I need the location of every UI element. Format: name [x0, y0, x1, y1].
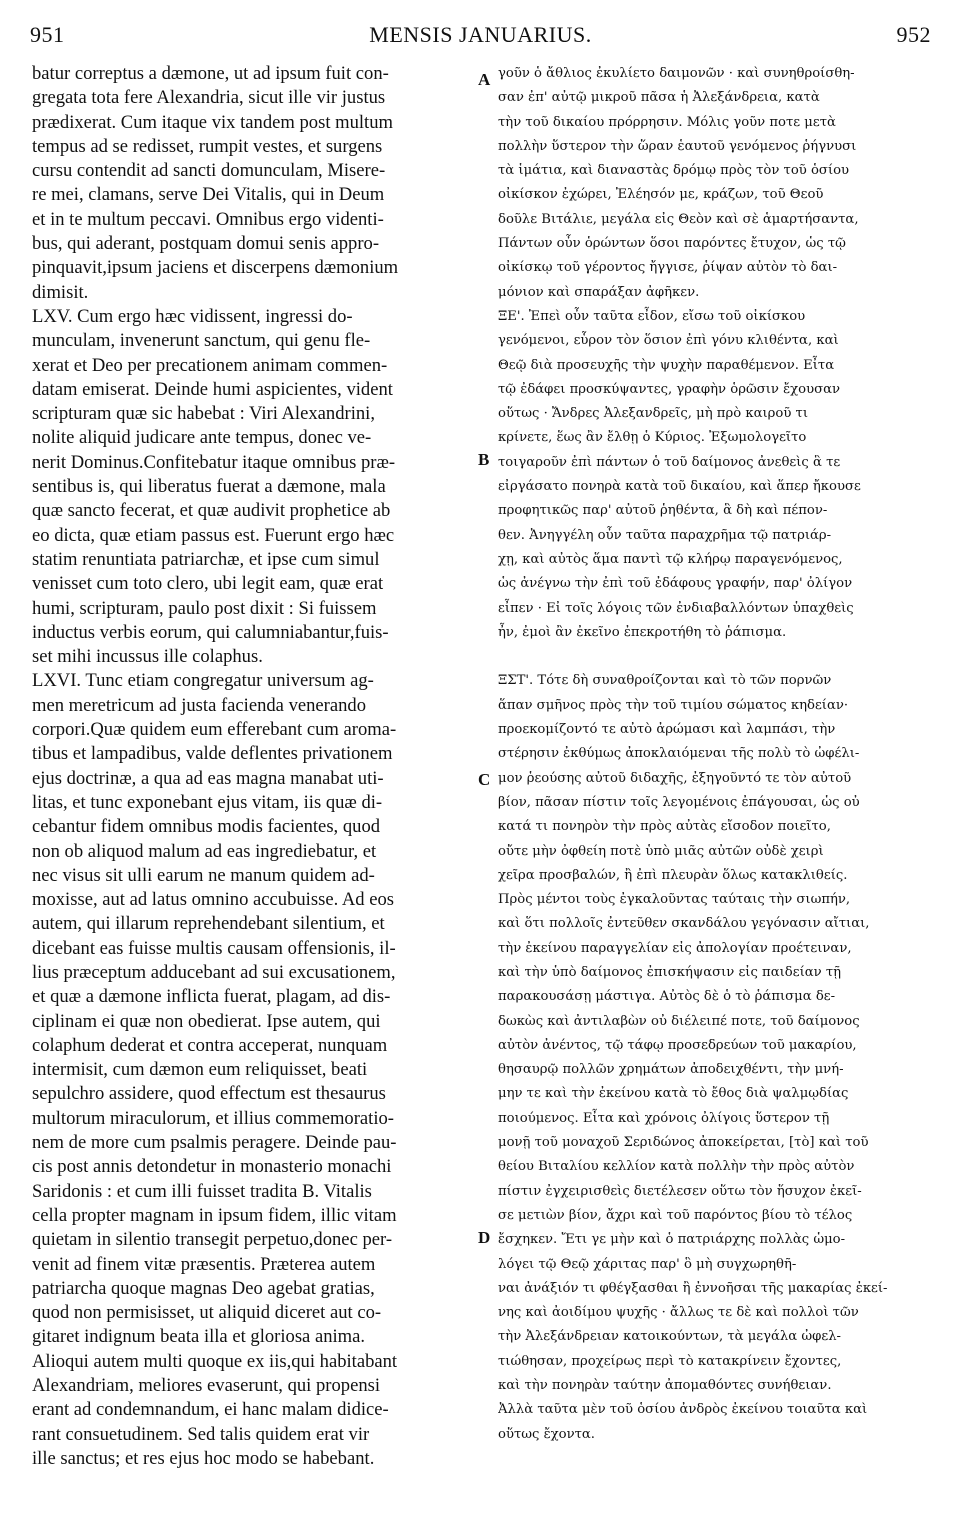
section-marker-d: D	[478, 1228, 491, 1247]
page-number-left: 951	[30, 22, 65, 47]
greek-text-line: πίστιν ἐγχειρισθεὶς διετέλεσεν οὕτω τὸν ἥσυχον ἐκεῖ-	[498, 1183, 862, 1199]
latin-text-line: LXVI. Tunc etiam congregatur universum ag-	[32, 670, 374, 692]
greek-text-line: τὰ ἱμάτια, καὶ διαναστὰς δρόμῳ πρὸς τὸν τοῦ ὁσίου	[498, 163, 850, 179]
greek-text-line: τιώθησαν, πρoχείρως περὶ τὸ κατακρίνειν ἔχοντες,	[498, 1353, 842, 1369]
greek-text-line: Πρὸς μέντοι τοὺς ἐγκαλοῦντας ταύταις τὴν σιωπήν,	[498, 892, 851, 908]
latin-text-line: non ob aliquod malum ad eas ingrediebatur, et	[32, 840, 377, 862]
latin-text-line: xerat et Deo per precationem animam commen-	[32, 354, 388, 376]
latin-text-line: gitaret indignum beata illa et gloriosa anima.	[32, 1326, 366, 1348]
greek-text-line: νης καὶ ἀοιδίμου ψυχῆς · ἄλλως τε δὲ καὶ πολλοὶ τῶν	[498, 1305, 859, 1321]
greek-text-line: θείου Βιταλίου κελλίον κατὰ πολλὴν τὴν πρὸς αὐτὸν	[498, 1159, 855, 1175]
latin-text-line: moxisse, aut ad latus omnino accubuisse. Ad eos	[32, 889, 395, 911]
latin-text-line: venit ad finem vitæ præsentis. Præterea autem	[32, 1253, 376, 1275]
greek-text-line: σε μετιὼν βίον, ἄχρι καὶ τοῦ παρόντος βίου τὸ τέλος	[498, 1207, 853, 1223]
latin-text-line: quietam in silentio transegit perpetuo,donec per-	[32, 1229, 393, 1251]
greek-column	[498, 62, 938, 1447]
greek-text-line: δωκὼς καὶ ἀντιλαβὼν οὐ διέλειπέ ποτε, τοῦ δαίμονος	[498, 1013, 860, 1029]
latin-text-line: inductus verbis eorum, qui calumniabantur,fuis-	[32, 621, 389, 643]
latin-text-line: munculam, invenerunt sanctum, qui genu fle-	[32, 330, 371, 352]
greek-text-line: χεῖρα προσβαλών, ἢ ἐπὶ πλευρὰν ὅλως κατακλιθείς.	[498, 867, 848, 883]
greek-text-line: μόνιον καὶ σπαράξαν ἀφῆκεν.	[498, 284, 700, 300]
latin-column	[32, 62, 482, 1471]
latin-text-line: tempus ad se redisset, rumpit vestes, et surgens	[32, 135, 383, 157]
greek-text-line: τὴν Ἀλεξάνδρειαν κατοικούντων, τὰ μεγάλα ὠφελ-	[498, 1329, 842, 1345]
greek-text-line: οὔτε μὴν ὀφθείη ποτὲ ὑπὸ μιᾶς αὐτῶν οὐδὲ χειρὶ	[498, 843, 824, 859]
latin-text-line: gregata tota fere Alexandria, sicut ille vir justus	[32, 87, 386, 109]
greek-text-line: θεν. Ἀνηγγέλη οὖν ταῦτα παραχρῆμα τῷ πατριάρ-	[498, 527, 832, 543]
greek-text-line: οἰκίσκῳ τοῦ γέροντος ἤγγισε, ῥίψαν αὐτὸν τὸ δαι-	[498, 260, 838, 276]
latin-text-line: ille sanctus; et res ejus hoc modo se habebant.	[32, 1447, 375, 1469]
latin-text-line: batur correptus a dæmone, ut ad ipsum fuit con-	[32, 63, 389, 84]
latin-text-line: tibus et lampadibus, valde deflentes privationem	[32, 743, 393, 765]
latin-text-line: ciplinam ei quæ non obedierat. Ipse autem, qui	[32, 1010, 381, 1032]
latin-text-line: quod non permisisset, ut aliquid diceret aut co-	[32, 1302, 382, 1324]
greek-text-line: Πάντων οὖν ὁρώντων ὅσοι παρόντες ἔτυχον, ὡς τῷ	[498, 236, 846, 252]
latin-text-line: re mei, clamans, serve Dei Vitalis, qui in Deum	[32, 184, 385, 206]
latin-text-line: quæ sancto fecerat, et quæ audivit prophetice ab	[32, 500, 391, 522]
section-marker-b: B	[478, 450, 490, 469]
latin-text-line: ejus doctrinæ, a qua ad eas magna manabat uti-	[32, 767, 384, 789]
latin-text-line: sepulchro assidere, quod effectum est thesaurus	[32, 1083, 386, 1105]
greek-text-line: καὶ τὴν πονηρὰν ταύτην ἀπομαθόντες συνήθειαν.	[498, 1378, 832, 1394]
greek-text-line: μον ῥεούσης αὐτοῦ διδαχῆς, ἐξηγοῦντό τε τὸν αὐτοῦ	[498, 770, 852, 786]
greek-text-line: χῃ, καὶ αὐτὸς ἅμα παντὶ τῷ κλήρῳ παραγενόμενος,	[498, 551, 843, 567]
greek-text-line: Ἀλλὰ ταῦτα μὲν τοῦ ὁσίου ἀνδρὸς ἐκείνου τοιαῦτα καὶ	[498, 1402, 868, 1418]
latin-text-line: nolite aliquid judicare ante tempus, donec ve-	[32, 427, 372, 449]
greek-text-line: ἅπαν σμῆνος πρὸς τὴν τοῦ τιμίου σώματος κηδείαν·	[498, 697, 849, 713]
greek-text-line: στέρησιν ἐκθύμως ἀποκλαιόμεναι τῆς πολὺ τὸ ὠφέλι-	[498, 746, 860, 762]
greek-text-line: εἰργάσατο πονηρὰ κατὰ τοῦ δικαίου, καὶ ἅπερ ἤκουσε	[498, 479, 861, 495]
latin-text-line: lius præceptum adducebant ad sui excusationem,	[32, 961, 396, 983]
greek-text-line: προεκομίζοντό τε αὐτὸ ἀρώμασι καὶ λαμπάσι, τὴν	[498, 722, 836, 738]
latin-text-line: sentibus is, qui liberatus fuerat a dæmone, mala	[32, 476, 386, 498]
greek-text-line: δοῦλε Βιτάλιε, μεγάλα εἰς Θεὸν καὶ σὲ ἁμαρτήσαντα,	[498, 211, 859, 227]
latin-text-line: nem de more cum psalmis peragere. Deinde pau-	[32, 1132, 397, 1154]
latin-text-line: corpori.Quæ quidem eum efferebant cum aroma-	[32, 719, 397, 741]
greek-text-line: παρακουσάσῃ μάστιγα. Αὐτὸς δὲ ὁ τὸ ῥάπισμα δε-	[498, 989, 836, 1005]
greek-text-line: βίον, πᾶσαν πίστιν τοῖς λεγομένοις ἐπάγουσαι, ὡς οὐ	[498, 794, 860, 810]
section-marker-c: C	[478, 770, 491, 789]
latin-text-line: statim renuntiata patriarchæ, et ipse cum simul	[32, 548, 380, 570]
latin-text-line: venisset cum toto clero, ubi legit eam, quæ erat	[32, 573, 384, 595]
greek-text-line: γοῦν ὁ ἄθλιος ἐκυλίετο δαιμονῶν · καὶ συνηθροίσθη-	[498, 66, 855, 81]
latin-text-line: humi, scripturam, paulo post dixit : Si fuissem	[32, 597, 377, 619]
greek-text-line: Θεῷ διὰ προσευχῆς τὴν ψυχὴν παραθέμενον. Εἶτα	[498, 357, 835, 373]
latin-text-line: nerit Dominus.Confitebatur itaque omnibus præ-	[32, 451, 396, 473]
running-title: MENSIS JANUARIUS.	[369, 22, 592, 47]
greek-text-line: τὴν ἐκείνου παραγγελίαν εἰς ἀπολογίαν προέτειναν,	[498, 940, 852, 956]
latin-text-line: erant ad condemnandum, ei hanc malam didice-	[32, 1399, 389, 1421]
latin-text-line: multorum miraculorum, et illius commemoratio-	[32, 1107, 394, 1129]
greek-text-line: προφητικῶς παρ' αὐτοῦ ῥηθέντα, ἃ δὴ καὶ πέπον-	[498, 503, 828, 519]
latin-text-line: cursu contendit ad sancti domunculam, Misere-	[32, 160, 386, 182]
latin-text-line: LXV. Cum ergo hæc vidissent, ingressi do-	[32, 305, 353, 327]
greek-text-line: τῷ ἐδάφει προσκύψαντες, γραφὴν ὁρῶσιν ἔχουσαν	[498, 381, 841, 397]
latin-text-line: set mihi incussus ille colaphus.	[32, 646, 263, 668]
greek-text-line: τὴν τοῦ δικαίου πρόρρησιν. Μόλις γοῦν ποτε μετὰ	[498, 114, 836, 130]
latin-text-line: eo dicta, quæ etiam passus est. Fuerunt ergo hæc	[32, 524, 395, 546]
greek-text-line: τοιγαροῦν ἐπὶ πάντων ὁ τοῦ δαίμονος ἀνεθεὶς ἃ τε	[498, 454, 841, 470]
latin-text-line: cis post annis detondetur in monasterio monachi	[32, 1156, 392, 1178]
latin-text-line: dicebant eas fuisse multis causam offensionis, il-	[32, 937, 396, 959]
greek-text-line: μονῇ τοῦ μοναχοῦ Σεριδώνος ἀποκείρεται, [τὸ] καὶ τοῦ	[498, 1135, 869, 1151]
greek-text-line: ποιούμενος. Εἶτα καὶ χρόνοις ὀλίγοις ὕστερον τῇ	[498, 1110, 830, 1126]
greek-text-line: λόγει τῷ Θεῷ χάριτας παρ' ὃ μὴ συγχωρηθῆ-	[498, 1256, 797, 1272]
greek-text-line: αὐτὸν ἀνέντος, τῷ τάφῳ προσεδρεύων τοῦ μακαρίου,	[498, 1037, 857, 1053]
latin-text-line: rant consuetudinem. Sed talis quidem erat vir	[32, 1423, 370, 1445]
page-number-right: 952	[896, 22, 931, 47]
greek-text-line: σαν ἐπ' αὐτῷ μικροῦ πᾶσα ἡ Ἀλεξάνδρεια, κατὰ	[498, 90, 820, 106]
greek-text-line: ἔσχηκεν. Ἔτι γε μὴν καὶ ὁ πατριάρχης πολλὰς ὡμο-	[498, 1232, 846, 1248]
latin-text-line: Saridonis : et cum illi fuisset tradita B. Vitalis	[32, 1180, 372, 1202]
latin-text-line: men meretricum ad justa facienda venerando	[32, 694, 367, 716]
greek-text-line: εἶπεν · Εἰ τοῖς λόγοις τῶν ἐνδιαβαλλόντων ὑπαχθεὶς	[498, 600, 854, 616]
greek-text-line: ΞΣΤ'. Τότε δὴ συναθροίζονται καὶ τὸ τῶν πορνῶν	[498, 673, 832, 689]
latin-text-line: colaphum dederat et contra acceperat, nunquam	[32, 1034, 388, 1056]
greek-text-line	[498, 645, 938, 669]
latin-text-line: et quæ a dæmone inflicta fuerat, plagam, ad dis-	[32, 986, 391, 1008]
latin-text-line: bus, qui aderant, postquam domui senis appro-	[32, 233, 380, 255]
latin-text-line: litas, et tunc exponebant ejus vitam, iis quæ di-	[32, 791, 383, 813]
page-header	[30, 22, 931, 56]
greek-text-line: ναι ἀνάξιόν τι φθέγξασθαι ἢ ἐννοῆσαι τῆς μακαρίας ἐκεί-	[498, 1280, 888, 1296]
greek-text-line: ὡς ἀνέγνω τὴν ἐπὶ τοῦ ἐδάφους γραφήν, παρ' ὀλίγον	[498, 576, 853, 592]
greek-text-line: οὕτως ἔχοντα.	[498, 1426, 596, 1442]
latin-text-line: intermisit, cum dæmon eum reliquisset, beati	[32, 1059, 368, 1081]
latin-text-line: patriarcha quoque magnas Deo agebat gratias,	[32, 1277, 375, 1299]
greek-text-line: γενόμενοι, εὗρον τὸν ὅσιον ἐπὶ γόνυ κλιθέντα, καὶ	[498, 333, 839, 349]
greek-text-line: θησαυρῷ πολλῶν χρημάτων ἀποδειχθέντι, τὴν μνή-	[498, 1062, 844, 1078]
latin-text-line: dimisit.	[32, 281, 89, 303]
greek-text-line: πολλὴν ὕστερον τὴν ὥραν ἑαυτοῦ γενόμενος ῥήγνυσι	[498, 138, 857, 154]
latin-text-line: cella propter magnam in ipsum fidem, illic vitam	[32, 1204, 397, 1226]
greek-text-line: καὶ ὅτι πολλοῖς ἐντεῦθεν σκανδάλου γεγόνασιν αἴτιαι,	[498, 916, 870, 932]
latin-text-line: nec visus sit ulli earum ne manum quidem ad-	[32, 864, 375, 886]
latin-text-line: scripturam quæ sic habebat : Viri Alexandrini,	[32, 403, 375, 425]
greek-text-line: καὶ τὴν ὑπὸ δαίμονος ἐπισκήψασιν εἰς παιδείαν τῇ	[498, 964, 842, 980]
greek-text-line: οὕτως · Ἄνδρες Ἀλεξανδρεῖς, μὴ πρὸ καιροῦ τι	[498, 406, 809, 422]
greek-text-line: κρίνετε, ἕως ἂν ἔλθῃ ὁ Κύριος. Ἐξωμολογεῖτο	[498, 430, 807, 446]
section-marker-a: A	[478, 70, 491, 89]
latin-text-line: Alioqui autem multi quoque ex iis,qui habitabant	[32, 1350, 398, 1372]
latin-text-line: prædixerat. Cum itaque vix tandem post multum	[32, 111, 393, 133]
latin-text-line: Alexandriam, meliores evaserunt, qui propensi	[32, 1375, 381, 1397]
greek-text-line: μην τε καὶ τὴν ἐκείνου κατὰ τὸ ἔθος διὰ ψαλμῳδίας	[498, 1086, 849, 1102]
latin-text-line: autem, qui illarum reprehendebant silentium, et	[32, 913, 385, 935]
greek-text-line: οἰκίσκον ἐχώρει, Ἐλέησόν με, κράζων, τοῦ Θεοῦ	[498, 187, 824, 203]
latin-text-line: et in te multum peccavi. Omnibus ergo videnti-	[32, 208, 384, 230]
latin-text-line: cebantur fidem omnibus modis facientes, quod	[32, 816, 381, 838]
greek-text-line: κατά τι πονηρὸν τὴν πρὸς αὐτὰς εἴσοδον ποιεῖτο,	[498, 819, 831, 835]
latin-text-line: datam emiserat. Deinde humi aspicientes, vident	[32, 378, 393, 400]
greek-text-line: ἦν, ἐμοὶ ἂν ἐκεῖνο ἐπεκροτήθη τὸ ῥάπισμα.	[498, 624, 787, 640]
latin-text-line: pinquavit,ipsum jaciens et discerpens dæmonium	[32, 257, 399, 279]
greek-text-line: ΞΕ'. Ἐπεὶ οὖν ταῦτα εἶδον, εἴσω τοῦ οἰκίσκου	[498, 308, 806, 324]
